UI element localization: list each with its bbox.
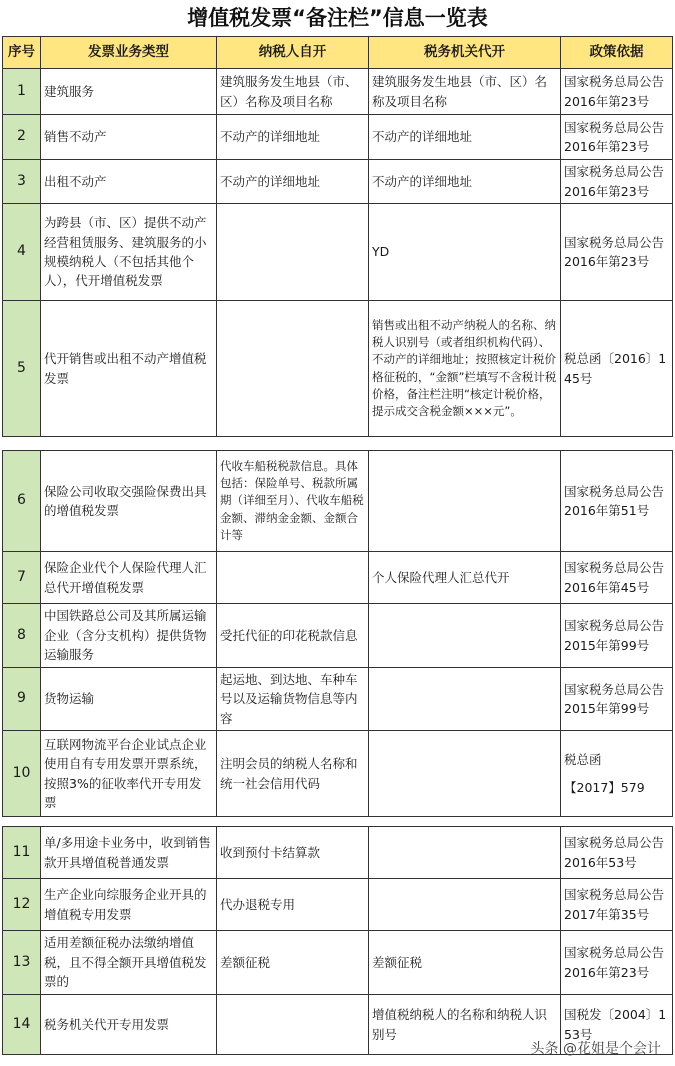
row-self — [217, 995, 369, 1055]
invoice-remarks-table-part-2 — [2, 450, 673, 817]
row-basis: 国家税务总局公告2017年第35号 — [561, 879, 673, 931]
row-type: 生产企业向综服务企业开具的增值税专用发票 — [41, 879, 217, 931]
row-self: 不动产的详细地址 — [217, 115, 369, 160]
row-self: 建筑服务发生地县（市、区）名称及项目名称 — [217, 69, 369, 115]
row-no: 7 — [3, 552, 41, 604]
row-basis: 国家税务总局公告2016年第51号 — [561, 451, 673, 552]
row-self — [217, 301, 369, 437]
table-row — [3, 204, 673, 301]
row-no: 3 — [3, 160, 41, 204]
table-row — [3, 827, 673, 879]
row-basis: 国家税务总局公告2016年第23号 — [561, 160, 673, 204]
row-agency: 不动产的详细地址 — [369, 160, 561, 204]
row-agency: 建筑服务发生地县（市、区）名称及项目名称 — [369, 69, 561, 115]
row-type: 货物运输 — [41, 668, 217, 731]
table-row — [3, 160, 673, 204]
table-row — [3, 668, 673, 731]
page-title: 增值税发票“备注栏”信息一览表 — [187, 6, 488, 30]
row-basis: 国家税务总局公告2016年第23号 — [561, 204, 673, 301]
row-self: 不动产的详细地址 — [217, 160, 369, 204]
row-no: 11 — [3, 827, 41, 879]
row-no: 6 — [3, 451, 41, 552]
table-row — [3, 604, 673, 668]
row-no: 1 — [3, 69, 41, 115]
row-no: 14 — [3, 995, 41, 1055]
row-basis: 国家税务总局公告2016年第23号 — [561, 931, 673, 995]
row-agency: 不动产的详细地址 — [369, 115, 561, 160]
row-self — [217, 552, 369, 604]
row-agency: YD — [369, 204, 561, 301]
row-basis: 国家税务总局公告2015年第99号 — [561, 604, 673, 668]
table-header-row — [3, 37, 673, 69]
row-type: 适用差额征税办法缴纳增值税，且不得全额开具增值税发票的 — [41, 931, 217, 995]
row-self: 代办退税专用 — [217, 879, 369, 931]
header-type: 发票业务类型 — [41, 37, 217, 69]
row-basis: 国家税务总局公告2016年53号 — [561, 827, 673, 879]
table-row — [3, 301, 673, 437]
row-self: 代收车船税税款信息。具体包括：保险单号、税款所属期（详细至月）、代收车船税金额、滞纳金金额、金额合计等 — [217, 451, 369, 552]
row-agency: 增值税纳税人的名称和纳税人识别号 — [369, 995, 561, 1055]
row-type: 保险公司收取交强险保费出具的增值税发票 — [41, 451, 217, 552]
row-self: 注明会员的纳税人名称和统一社会信用代码 — [217, 731, 369, 817]
invoice-remarks-table-part-3 — [2, 826, 673, 1055]
row-type: 代开销售或出租不动产增值税发票 — [41, 301, 217, 437]
row-no: 13 — [3, 931, 41, 995]
row-agency — [369, 451, 561, 552]
row-basis: 国家税务总局公告2016年第23号 — [561, 69, 673, 115]
row-agency: 销售或出租不动产纳税人的名称、纳税人识别号（或者组织机构代码）、不动产的详细地址；按照核定计税价格征税的，“金额”栏填写不含税计税价格，备注栏注明“核定计税价格，提示成交含税金额×××元”。 — [369, 301, 561, 437]
watermark: 头条 @花姐是个会计 — [530, 1041, 661, 1057]
header-basis: 政策依据 — [561, 37, 673, 69]
table-row — [3, 931, 673, 995]
row-type: 单/多用途卡业务中，收到销售款开具增值税普通发票 — [41, 827, 217, 879]
row-agency — [369, 731, 561, 817]
row-type: 税务机关代开专用发票 — [41, 995, 217, 1055]
row-self: 差额征税 — [217, 931, 369, 995]
row-agency — [369, 668, 561, 731]
table-row — [3, 115, 673, 160]
row-agency — [369, 827, 561, 879]
row-self: 受托代征的印花税款信息 — [217, 604, 369, 668]
row-type: 出租不动产 — [41, 160, 217, 204]
row-agency — [369, 879, 561, 931]
row-basis — [561, 731, 673, 817]
row-no: 8 — [3, 604, 41, 668]
row-type: 互联网物流平台企业试点企业使用自有专用发票开票系统，按照3%的征收率代开专用发票 — [41, 731, 217, 817]
row-basis-line-1: 税总函 — [564, 752, 602, 768]
row-no: 10 — [3, 731, 41, 817]
table-row — [3, 879, 673, 931]
row-basis: 国税发〔2004〕153号 — [561, 995, 673, 1055]
header-no: 序号 — [3, 37, 41, 69]
row-basis-line-2: 【2017】579 — [564, 779, 645, 795]
row-basis: 国家税务总局公告2016年第45号 — [561, 552, 673, 604]
header-self: 纳税人自开 — [217, 37, 369, 69]
row-agency — [369, 604, 561, 668]
row-type: 建筑服务 — [41, 69, 217, 115]
row-agency: 差额征税 — [369, 931, 561, 995]
table-row — [3, 69, 673, 115]
header-agency: 税务机关代开 — [369, 37, 561, 69]
row-type: 中国铁路总公司及其所属运输企业（含分支机构）提供货物运输服务 — [41, 604, 217, 668]
row-self: 收到预付卡结算款 — [217, 827, 369, 879]
row-no: 2 — [3, 115, 41, 160]
row-no: 4 — [3, 204, 41, 301]
row-agency: 个人保险代理人汇总代开 — [369, 552, 561, 604]
row-no: 9 — [3, 668, 41, 731]
row-no: 12 — [3, 879, 41, 931]
row-basis: 国家税务总局公告2016年第23号 — [561, 115, 673, 160]
row-type: 为跨县（市、区）提供不动产经营租赁服务、建筑服务的小规模纳税人（不包括其他个人），代开增值税发票 — [41, 204, 217, 301]
table-row — [3, 731, 673, 817]
row-self — [217, 204, 369, 301]
invoice-remarks-table-part-1 — [2, 36, 673, 437]
row-type: 保险企业代个人保险代理人汇总代开增值税发票 — [41, 552, 217, 604]
row-basis: 国家税务总局公告2015年第99号 — [561, 668, 673, 731]
row-basis: 税总函〔2016〕145号 — [561, 301, 673, 437]
row-no: 5 — [3, 301, 41, 437]
row-self: 起运地、到达地、车种车号以及运输货物信息等内容 — [217, 668, 369, 731]
table-row — [3, 552, 673, 604]
table-row — [3, 451, 673, 552]
row-type: 销售不动产 — [41, 115, 217, 160]
